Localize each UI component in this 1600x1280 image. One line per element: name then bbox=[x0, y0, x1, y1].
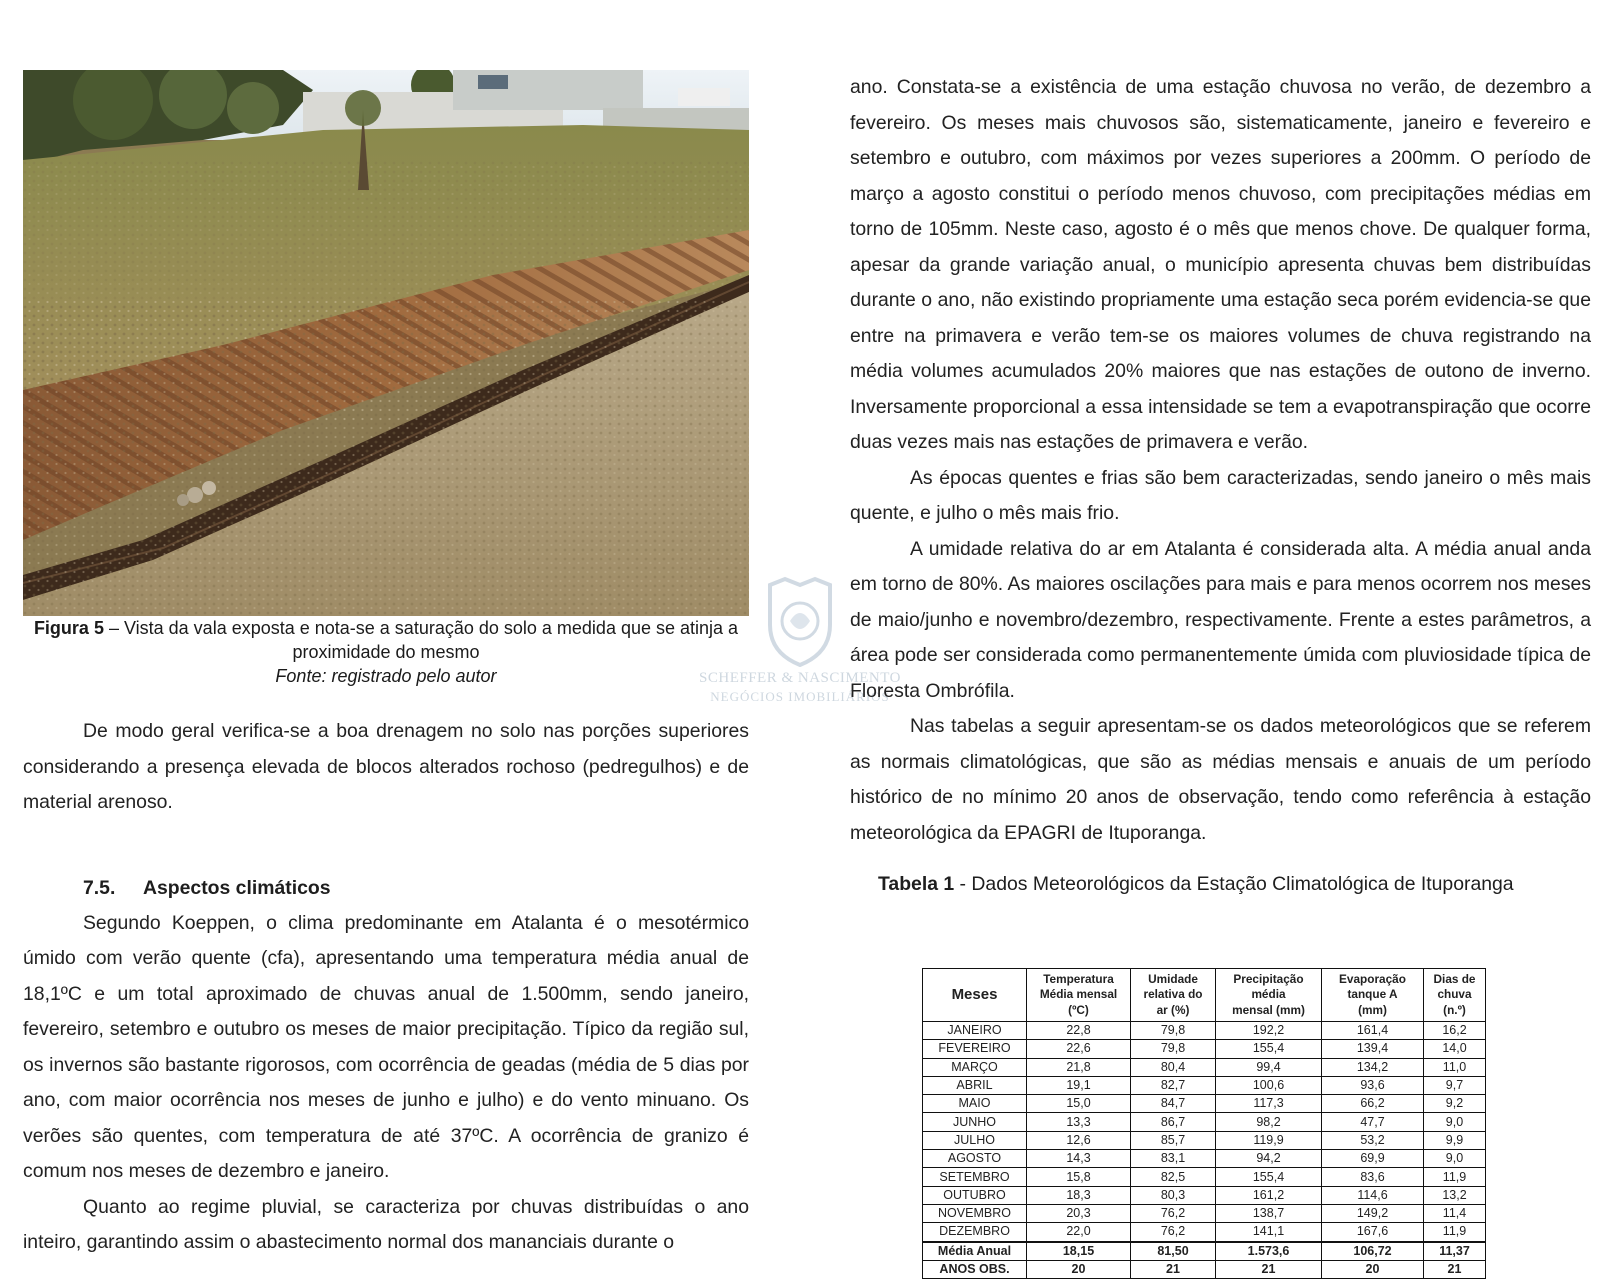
section-number: 7.5. bbox=[83, 876, 116, 899]
table-row: NOVEMBRO 20,3 76,2 138,7 149,2 11,4 bbox=[923, 1204, 1486, 1222]
meteorological-table bbox=[922, 968, 1486, 1279]
paragraph-drainage: De modo geral verifica-se a boa drenagem no solo nas porções superiores considerando a presença elevada de blocos alterados rochoso (pedregulhos) e de material arenoso. bbox=[23, 720, 749, 813]
paragraph-regime-pluvial: Quanto ao regime pluvial, se caracteriza por chuvas distribuídas o ano inteiro, garantindo assim o abastecimento normal dos mananciais durante o bbox=[23, 1195, 749, 1253]
header-meses: Meses bbox=[923, 969, 1027, 1022]
table-row: MARÇO 21,8 80,4 99,4 134,2 11,0 bbox=[923, 1058, 1486, 1076]
table-row: AGOSTO 14,3 83,1 94,2 69,9 9,0 bbox=[923, 1150, 1486, 1168]
figure-source: Fonte: registrado pelo autor bbox=[275, 666, 497, 686]
header-dias-chuva: Dias de chuva (n.º) bbox=[1424, 969, 1486, 1022]
header-precipitacao: Precipitação média mensal (mm) bbox=[1216, 969, 1322, 1022]
section-heading bbox=[23, 871, 749, 906]
header-umidade: Umidade relativa do ar (%) bbox=[1131, 969, 1216, 1022]
table-caption bbox=[850, 871, 1591, 897]
table-row: FEVEREIRO 22,6 79,8 155,4 139,4 14,0 bbox=[923, 1040, 1486, 1058]
table-row: MAIO 15,0 84,7 117,3 66,2 9,2 bbox=[923, 1095, 1486, 1113]
watermark-line1: SCHEFFER & NASCIMENTO bbox=[699, 670, 901, 686]
table-row: ABRIL 19,1 82,7 100,6 93,6 9,7 bbox=[923, 1076, 1486, 1094]
figure-caption bbox=[23, 616, 749, 688]
paragraph-umidade: A umidade relativa do ar em Atalanta é considerada alta. A média anual anda em torno de 80%. As maiores oscilações para mais e para menos ocorrem nos meses de maio/junho e novembro/dezembro, respectivamente. Frente a estes parâmetros, a área pode ser considerada como permanentemente úmida com pluviosidade típica de Floresta Ombrófila. bbox=[850, 537, 1591, 702]
figure-label: Figura 5 bbox=[33, 618, 104, 638]
table-row-media-anual: Média Anual 18,15 81,50 1.573,6 106,72 11,37 bbox=[923, 1242, 1486, 1261]
figure-photo-drainage-ditch bbox=[23, 70, 749, 616]
table-header-row bbox=[923, 969, 1486, 1022]
paragraph-estacao-chuvosa: ano. Constata-se a existência de uma estação chuvosa no verão, de dezembro a fevereiro. Os meses mais chuvosos são, sistematicamente, janeiro e fevereiro e setembro e outubro, com máximos por vezes superiores a 200mm. O período de março a agosto constitui o período menos chuvoso, com precipitações médias em torno de 105mm. Neste caso, agosto é o mês que menos chove. De qualquer forma, apesar da grande variação anual, o município apresenta chuvas bem distribuídas durante o ano, não existindo propriamente uma estação seca porém evidencia-se que entre na primavera e verão tem-se os maiores volumes de chuva registrando na média volumes acumulados 20% maiores que nas estações de outono de inverno. Inversamente proporcional a essa intensidade se tem a evapotranspiração que ocorre duas vezes mais nas estações de primavera e verão. bbox=[850, 76, 1591, 453]
table-row: JULHO 12,6 85,7 119,9 53,2 9,9 bbox=[923, 1131, 1486, 1149]
table-row: JUNHO 13,3 86,7 98,2 47,7 9,0 bbox=[923, 1113, 1486, 1131]
header-temperatura: Temperatura Média mensal (ºC) bbox=[1027, 969, 1131, 1022]
header-evaporacao: Evaporação tanque A (mm) bbox=[1322, 969, 1424, 1022]
paragraph-tabelas: Nas tabelas a seguir apresentam-se os dados meteorológicos que se referem as normais climatológicas, que são as médias mensais e anuais de um período histórico de no mínimo 20 anos de observação, tendo como referência à estação meteorológica da EPAGRI de Ituporanga. bbox=[850, 715, 1591, 844]
paragraph-koeppen: Segundo Koeppen, o clima predominante em Atalanta é o mesotérmico úmido com verão quente (cfa), apresentando uma temperatura média anual de 18,1ºC e um total aproximado de chuvas anual de 1.500mm, sendo janeiro, fevereiro, setembro e outubro os meses de maior precipitação. Típico da região sul, os invernos são bastante rigorosos, com ocorrência de geadas (média de 5 dias por ano, com maior ocorrência nos meses de junho e julho) e do vento minuano. Os verões são quentes, com temperatura de até 37ºC. A ocorrência de granizo é comum nos meses de dezembro e janeiro. bbox=[23, 911, 749, 1182]
right-column bbox=[850, 70, 1591, 897]
table-title: - Dados Meteorológicos da Estação Climatológica de Ituporanga bbox=[954, 873, 1514, 895]
table-label: Tabela 1 bbox=[878, 873, 955, 895]
figure-caption-text: – Vista da vala exposta e nota-se a saturação do solo a medida que se atinja a proximidade do mesmo bbox=[103, 618, 739, 662]
table-row-anos-obs: ANOS OBS. 20 21 21 20 21 bbox=[923, 1260, 1486, 1278]
table-row: JANEIRO 22,8 79,8 192,2 161,4 16,2 bbox=[923, 1022, 1486, 1040]
section-title: Aspectos climáticos bbox=[143, 876, 331, 899]
left-column bbox=[23, 70, 749, 1261]
paragraph-epocas: As épocas quentes e frias são bem caracterizadas, sendo janeiro o mês mais quente, e julho o mês mais frio. bbox=[850, 466, 1591, 524]
watermark-line2: NEGÓCIOS IMOBILIÁRIOS bbox=[710, 689, 890, 704]
table-row: SETEMBRO 15,8 82,5 155,4 83,6 11,9 bbox=[923, 1168, 1486, 1186]
table-row: DEZEMBRO 22,0 76,2 141,1 167,6 11,9 bbox=[923, 1223, 1486, 1242]
table-row: OUTUBRO 18,3 80,3 161,2 114,6 13,2 bbox=[923, 1186, 1486, 1204]
